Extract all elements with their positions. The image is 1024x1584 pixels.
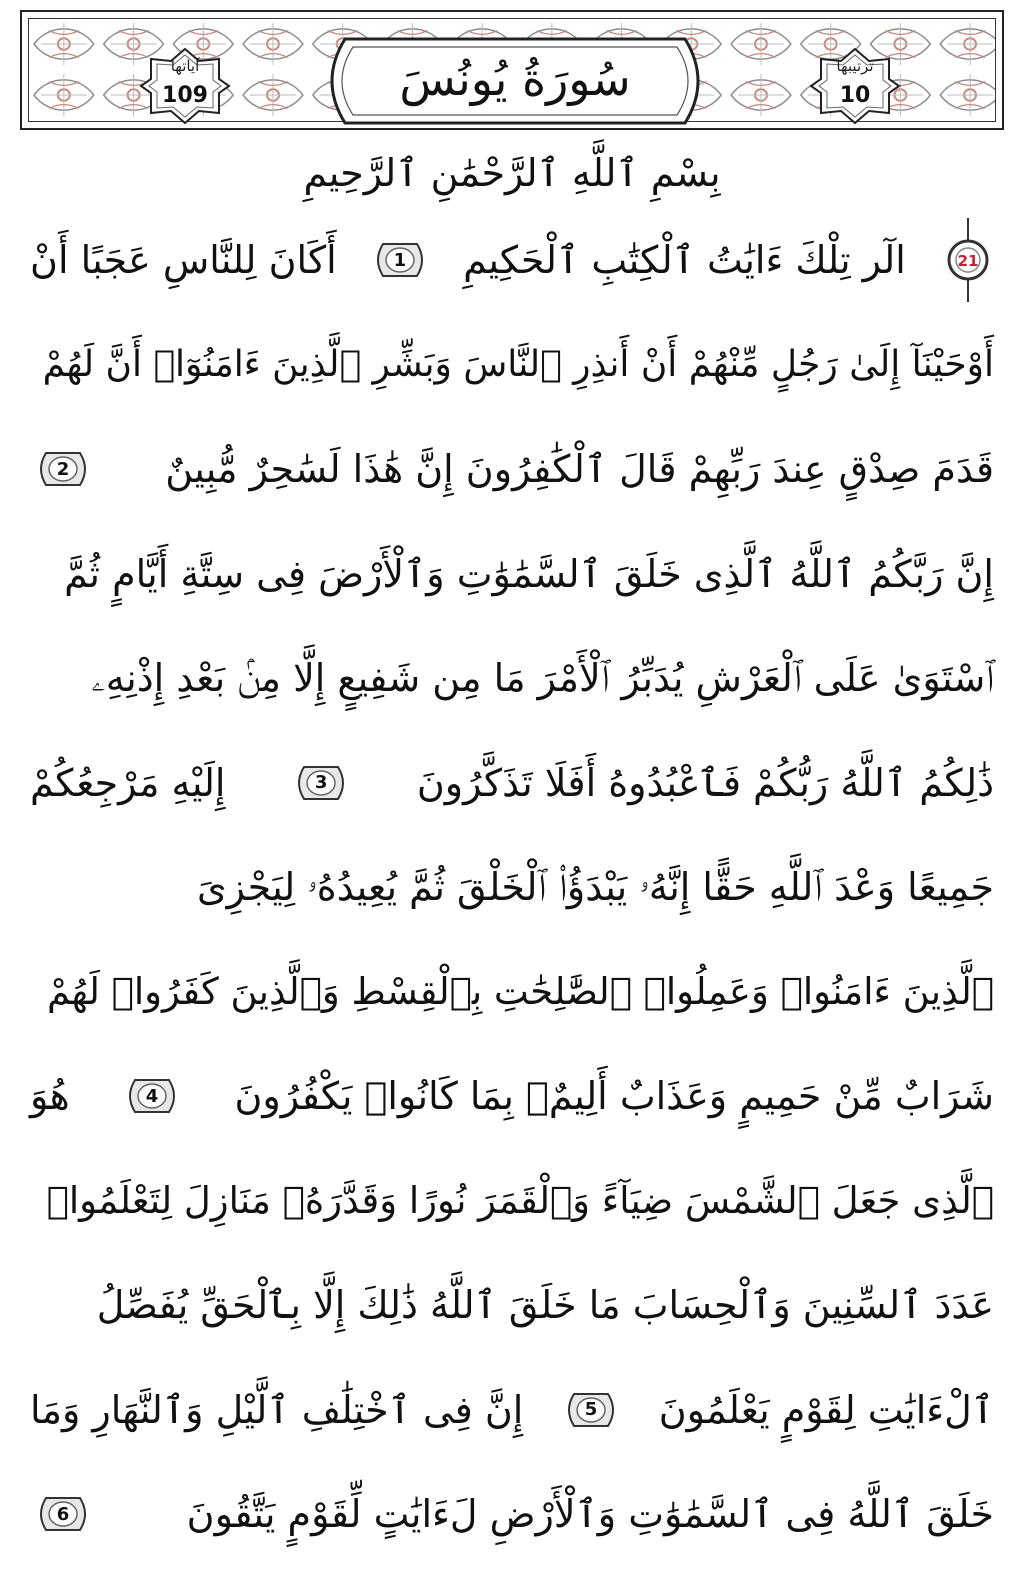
verse-line bbox=[30, 630, 994, 726]
verse-line bbox=[30, 1153, 994, 1249]
order-label: ترتيبها bbox=[836, 57, 874, 75]
verse-text: إِلَيْهِ مَرْجِعُكُمْ bbox=[30, 760, 226, 805]
ayah-end-marker bbox=[125, 1076, 179, 1116]
ayah-end-marker bbox=[36, 449, 90, 489]
hizb-rosette-icon bbox=[946, 214, 990, 306]
verse-line bbox=[30, 317, 994, 413]
verse-text: إِنَّ رَبَّكُمُ ٱللَّهُ ٱلَّذِى خَلَقَ ٱلسَّمَٰوَٰتِ وَٱلْأَرْضَ فِى سِتَّةِ أَيَّامٍ ثُمَّ bbox=[64, 551, 994, 596]
verse-text: ٱلَّذِى جَعَلَ ٱلشَّمْسَ ضِيَآءً وَٱلْقَمَرَ نُورًا وَقَدَّرَهُۥ مَنَازِلَ لِتَعْلَمُوا۟ bbox=[46, 1179, 994, 1222]
verse-line bbox=[30, 212, 994, 308]
verse-line bbox=[30, 839, 994, 935]
ayah-number: 2 bbox=[56, 458, 70, 480]
verse-text: عَدَدَ ٱلسِّنِينَ وَٱلْحِسَابَ مَا خَلَقَ ٱللَّهُ ذَٰلِكَ إِلَّا بِٱلْحَقِّ يُفَصِّلُ bbox=[96, 1283, 994, 1327]
verse-line bbox=[30, 1362, 994, 1458]
ayah-end-marker bbox=[564, 1390, 618, 1430]
ayah-end-marker bbox=[294, 763, 348, 803]
title-cartouche bbox=[315, 33, 715, 117]
ayat-label: آياتها bbox=[170, 57, 200, 75]
ayat-number: 109 bbox=[162, 83, 208, 108]
verse-text: إِنَّ فِى ٱخْتِلَٰفِ ٱلَّيْلِ وَٱلنَّهَارِ وَمَا bbox=[30, 1387, 524, 1432]
verse-line bbox=[30, 735, 994, 831]
order-number: 10 bbox=[839, 83, 871, 108]
verse-text: ذَٰلِكُمُ ٱللَّهُ رَبُّكُمْ فَٱعْبُدُوهُ أَفَلَا تَذَكَّرُونَ bbox=[416, 760, 994, 805]
verse-line bbox=[30, 1466, 994, 1562]
surah-order-medallion bbox=[809, 47, 901, 125]
basmala: بِسْمِ ٱللَّهِ ٱلرَّحْمَٰنِ ٱلرَّحِيمِ bbox=[303, 151, 721, 195]
verse-text: ٱلْءَايَٰتِ لِقَوْمٍ يَعْلَمُونَ bbox=[658, 1387, 994, 1432]
header-frame bbox=[28, 18, 996, 122]
ayah-number: 4 bbox=[145, 1085, 159, 1107]
surah-title: سُورَةُ يُونُسَ bbox=[399, 52, 631, 106]
verse-text: أَوْحَيْنَآ إِلَىٰ رَجُلٍ مِّنْهُمْ أَنْ أَنذِرِ ٱلنَّاسَ وَبَشِّرِ ٱلَّذِينَ ءَامَنُوٓا۟ أَنَّ لَهُمْ bbox=[42, 344, 994, 385]
verse-line bbox=[30, 944, 994, 1040]
verse-text: جَمِيعًا وَعْدَ ٱللَّهِ حَقًّا إِنَّهُۥ يَبْدَؤُا۟ ٱلْخَلْقَ ثُمَّ يُعِيدُهُۥ لِيَجْزِىَ bbox=[196, 864, 994, 909]
ayah-end-marker bbox=[373, 240, 427, 280]
ayah-end-marker bbox=[36, 1494, 90, 1534]
verse-text: هُوَ bbox=[30, 1074, 70, 1118]
verse-line bbox=[30, 421, 994, 517]
verse-text: الٓر تِلْكَ ءَايَٰتُ ٱلْكِتَٰبِ ٱلْحَكِيمِ bbox=[463, 238, 906, 282]
verse-line bbox=[30, 1048, 994, 1144]
surah-header bbox=[20, 10, 1004, 130]
ayah-number: 6 bbox=[56, 1503, 70, 1525]
verse-text: خَلَقَ ٱللَّهُ فِى ٱلسَّمَٰوَٰتِ وَٱلْأَرْضِ لَءَايَٰتٍ لِّقَوْمٍ يَتَّقُونَ bbox=[186, 1492, 994, 1536]
verse-text: أَكَانَ لِلنَّاسِ عَجَبًا أَنْ bbox=[30, 238, 337, 282]
ayah-number: 5 bbox=[584, 1399, 598, 1420]
verse-line bbox=[30, 526, 994, 622]
ayah-number: 3 bbox=[314, 772, 328, 793]
hizb-marker bbox=[942, 212, 994, 308]
ayah-number: 1 bbox=[393, 249, 407, 271]
verse-text: قَدَمَ صِدْقٍ عِندَ رَبِّهِمْ قَالَ ٱلْكَٰفِرُونَ إِنَّ هَٰذَا لَسَٰحِرٌ مُّبِينٌ bbox=[165, 447, 994, 491]
verse-text: ٱسْتَوَىٰ عَلَى ٱلْعَرْشِ يُدَبِّرُ ٱلْأَمْرَ مَا مِن شَفِيعٍ إِلَّا مِنۢ بَعْدِ إِذْنِهِۦ bbox=[91, 655, 994, 700]
verse-line bbox=[30, 1257, 994, 1353]
ayat-count-medallion bbox=[139, 47, 231, 125]
verse-text: ٱلَّذِينَ ءَامَنُوا۟ وَعَمِلُوا۟ ٱلصَّٰلِحَٰتِ بِٱلْقِسْطِ وَٱلَّذِينَ كَفَرُوا۟ لَهُمْ bbox=[46, 970, 994, 1013]
hizb-number: 21 bbox=[957, 252, 979, 270]
verse-text: شَرَابٌ مِّنْ حَمِيمٍ وَعَذَابٌ أَلِيمٌۢ بِمَا كَانُوا۟ يَكْفُرُونَ bbox=[234, 1074, 994, 1118]
